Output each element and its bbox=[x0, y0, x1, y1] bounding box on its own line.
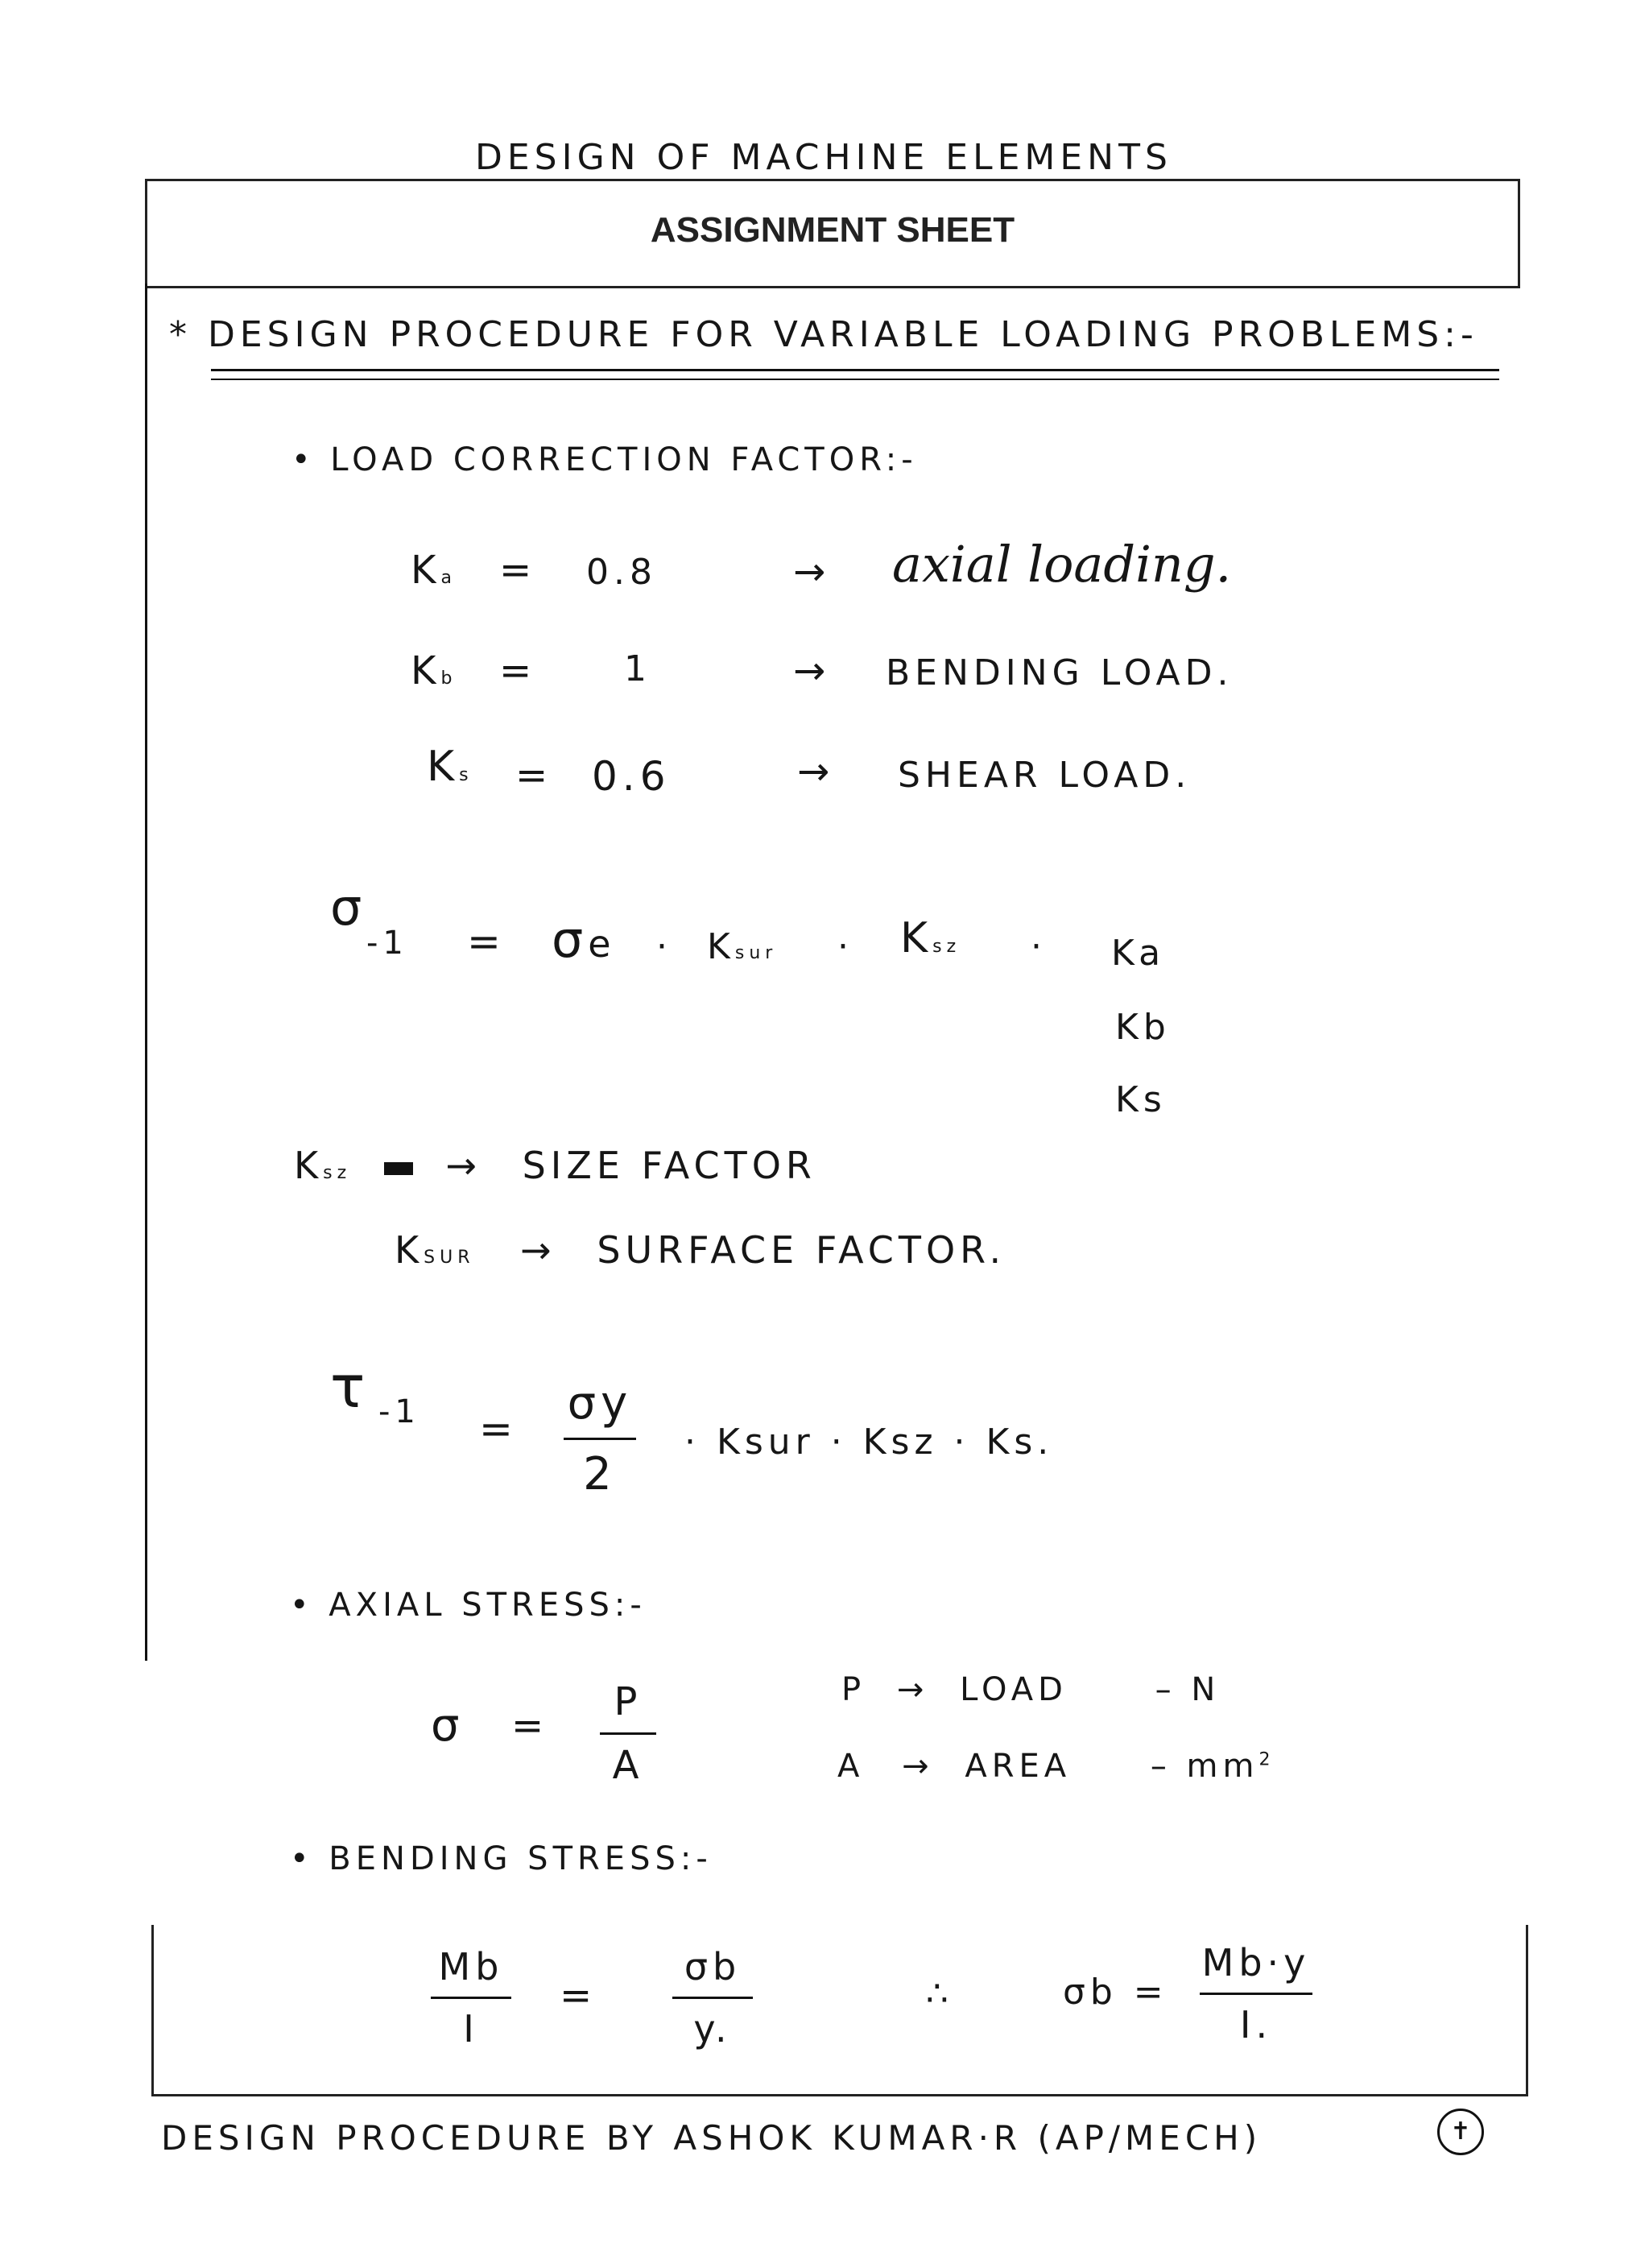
size-factor-definition: Ksz → SIZE FACTOR bbox=[294, 1144, 816, 1187]
axial-stress-title: • AXIAL STRESS:- bbox=[290, 1587, 647, 1624]
document-title: DESIGN OF MACHINE ELEMENTS bbox=[475, 137, 1172, 178]
bending-formula-box bbox=[151, 1925, 1528, 2096]
bending-stress-title: • BENDING STRESS:- bbox=[290, 1840, 713, 1877]
factor-value: 0.6 bbox=[592, 753, 671, 800]
factor-symbol: Ka bbox=[411, 548, 457, 593]
footer-credit: DESIGN PROCEDURE BY ASHOK KUMAR·R (AP/MECH) bbox=[161, 2118, 1263, 2158]
dot-operator: · bbox=[837, 926, 853, 967]
equals-sign: = bbox=[467, 918, 506, 965]
tau-subscript: -1 bbox=[378, 1393, 420, 1430]
factor-symbol: Ks bbox=[427, 743, 473, 791]
tau-symbol: τ bbox=[330, 1353, 370, 1421]
factor-description: BENDING LOAD. bbox=[886, 652, 1234, 693]
dot-operator: · bbox=[656, 926, 672, 967]
sigma-symbol: σ bbox=[431, 1699, 465, 1752]
sigma-symbol: σ bbox=[330, 878, 367, 937]
equals-sign: = bbox=[515, 753, 553, 798]
sigma-b-over-y: σb y. bbox=[672, 1945, 753, 2051]
equals-sign: = bbox=[479, 1405, 518, 1452]
factor-symbol: Kb bbox=[411, 648, 457, 693]
k-surface: Ksur bbox=[707, 926, 778, 967]
factor-value: 1 bbox=[624, 648, 651, 689]
therefore-symbol: ∴ bbox=[926, 1973, 953, 2014]
surface-factor-definition: KSUR → SURFACE FACTOR. bbox=[395, 1228, 1006, 1272]
p-over-a: P A bbox=[600, 1679, 656, 1788]
k-size: Ksz bbox=[900, 914, 961, 962]
arrow-icon: → bbox=[793, 549, 831, 594]
heading-underline-1 bbox=[211, 369, 1499, 371]
scribble-mark bbox=[384, 1162, 413, 1175]
mb-over-i: Mb I bbox=[431, 1945, 511, 2051]
sigma-subscript: -1 bbox=[366, 925, 408, 962]
dot-operator: · bbox=[1031, 926, 1047, 967]
tau-factors: · Ksur · Ksz · Ks. bbox=[684, 1422, 1054, 1463]
circled-mark-icon: ✝ bbox=[1437, 2109, 1484, 2155]
left-frame-border bbox=[145, 284, 147, 1661]
arrow-icon: → bbox=[797, 749, 835, 794]
equals-sign: = bbox=[511, 1703, 549, 1749]
main-heading: * DESIGN PROCEDURE FOR VARIABLE LOADING PROBLEMS:- bbox=[169, 314, 1478, 355]
sigma-e: σe bbox=[552, 910, 616, 969]
heading-underline-2 bbox=[211, 379, 1499, 380]
factor-description: SHEAR LOAD. bbox=[898, 755, 1192, 796]
factor-value: 0.8 bbox=[586, 552, 657, 593]
equals-sign: = bbox=[560, 1973, 597, 2018]
mb-y-over-i: Mb·y I. bbox=[1200, 1941, 1312, 2047]
sigma-y-over-2: σy 2 bbox=[564, 1377, 636, 1500]
equals-sign: = bbox=[499, 648, 537, 693]
assignment-sheet-title: ASSIGNMENT SHEET bbox=[650, 210, 1015, 250]
load-correction-title: • LOAD CORRECTION FACTOR:- bbox=[291, 441, 918, 478]
sigma-b-lhs: σb = bbox=[1063, 1972, 1168, 2013]
load-factor-option: Ka bbox=[1111, 933, 1166, 974]
arrow-icon: → bbox=[793, 648, 831, 693]
load-definition: P → LOAD – N bbox=[841, 1671, 1221, 1708]
assignment-header-box bbox=[145, 179, 1520, 288]
equals-sign: = bbox=[499, 548, 537, 593]
area-definition: A → AREA – $mm^2$ bbox=[837, 1748, 1275, 1785]
load-factor-option: Ks bbox=[1115, 1079, 1167, 1120]
factor-description: axial loading. bbox=[892, 535, 1232, 594]
load-factor-option: Kb bbox=[1115, 1007, 1171, 1048]
